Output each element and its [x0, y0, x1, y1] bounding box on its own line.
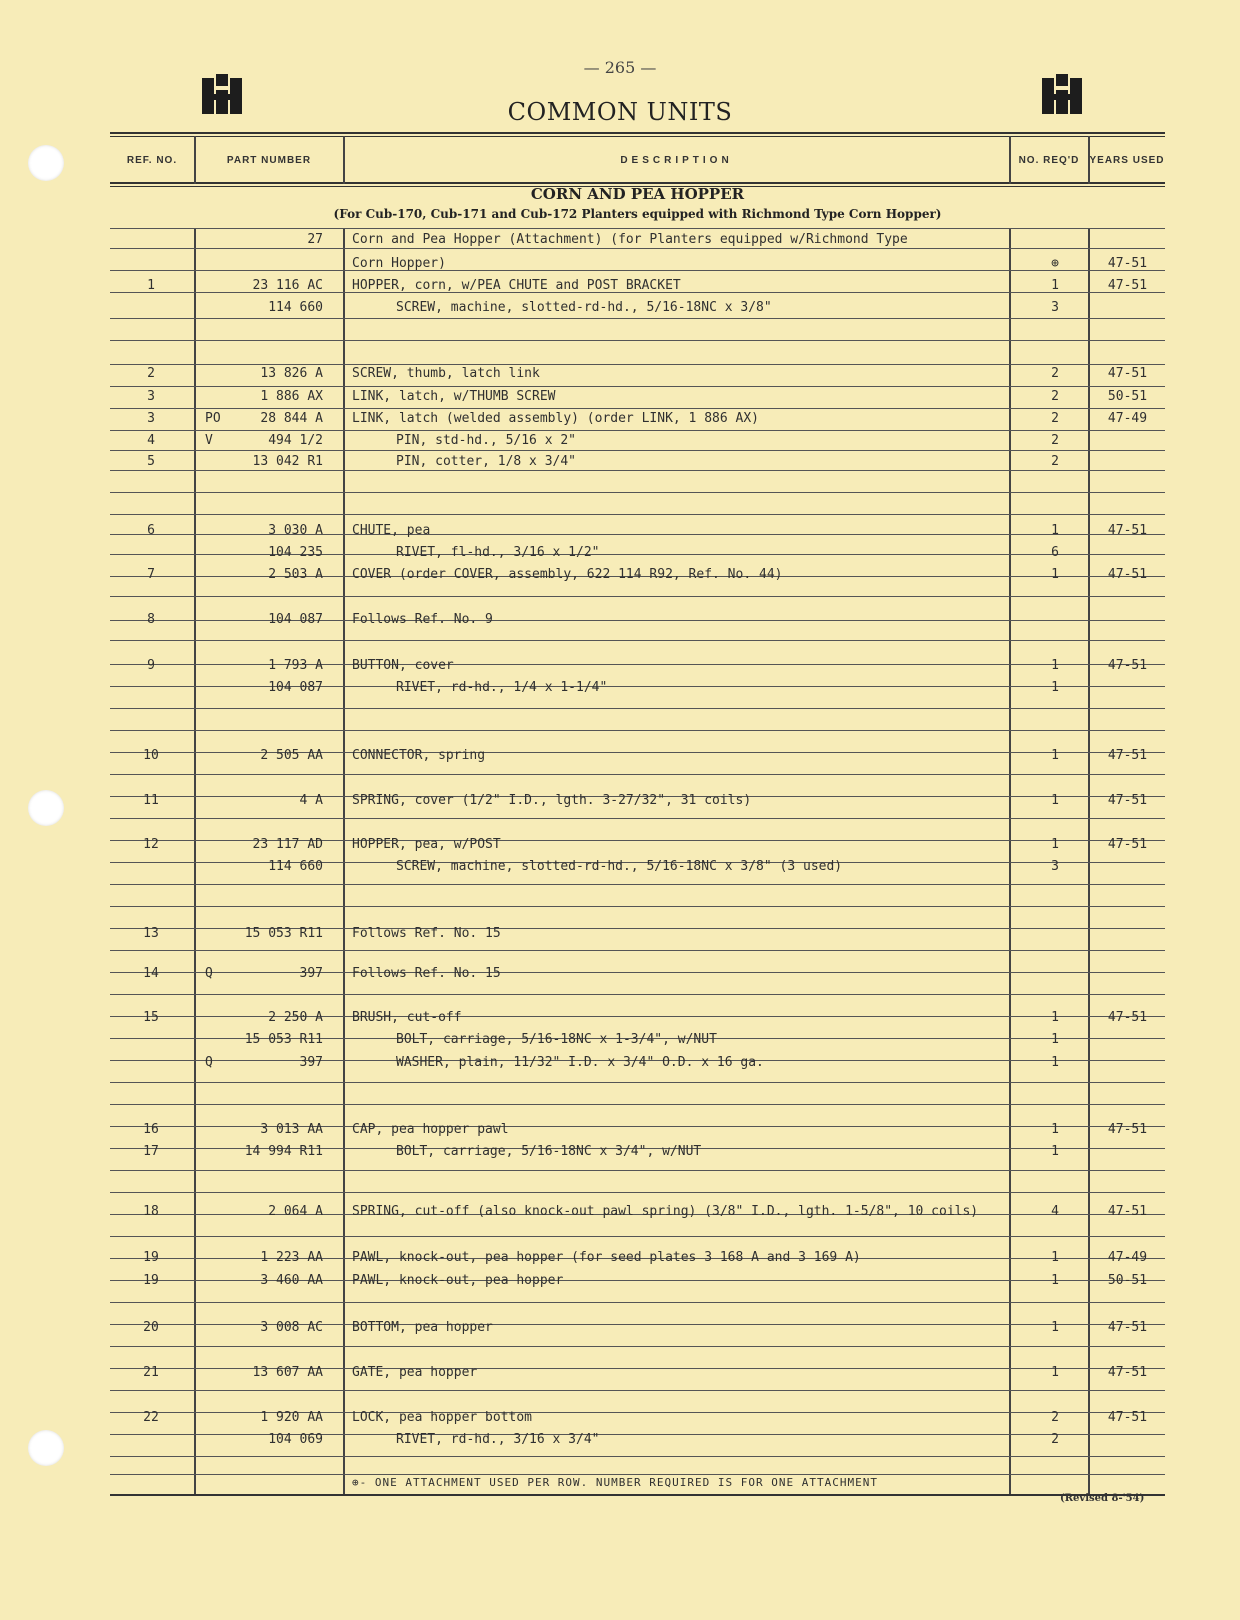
part-number: 2 503 A: [268, 567, 323, 582]
quantity-required: 1: [1051, 278, 1059, 293]
row-rule: [110, 1104, 1165, 1105]
description: Follows Ref. No. 9: [352, 612, 493, 627]
header-bottom-rule: [110, 182, 1165, 184]
description: PIN, std-hd., 5/16 x 2": [396, 433, 577, 448]
row-rule: [110, 470, 1165, 471]
part-number: 104 087: [268, 680, 323, 695]
description: RIVET, rd-hd., 3/16 x 3/4": [396, 1432, 600, 1447]
quantity-required: 2: [1051, 411, 1059, 426]
ref-number: 10: [143, 748, 159, 763]
ref-number: 17: [143, 1144, 159, 1159]
years-used: 47-51: [1107, 1320, 1148, 1335]
page-number: — 265 —: [583, 58, 657, 77]
table-bottom-rule: [110, 1494, 1165, 1496]
quantity-required: 1: [1051, 567, 1059, 582]
part-number: 104 087: [268, 612, 323, 627]
ref-number: 6: [147, 523, 155, 538]
footnote: ⊕- ONE ATTACHMENT USED PER ROW. NUMBER REQUIRED IS FOR ONE ATTACHMENT: [352, 1476, 878, 1489]
part-number: 23 116 AC: [252, 278, 323, 293]
quantity-required: 3: [1051, 859, 1059, 874]
part-number: 2 250 A: [268, 1010, 323, 1025]
row-rule: [110, 884, 1165, 885]
quantity-required: 1: [1051, 1273, 1059, 1288]
ref-number: 13: [143, 926, 159, 941]
description: Follows Ref. No. 15: [352, 966, 501, 981]
ref-number: 7: [147, 567, 155, 582]
quantity-required: 1: [1051, 837, 1059, 852]
part-prefix: V: [205, 433, 213, 448]
years-used: 47-49: [1107, 1250, 1148, 1265]
ref-number: 2: [147, 366, 155, 381]
part-prefix: Q: [205, 1055, 213, 1070]
description: PIN, cotter, 1/8 x 3/4": [396, 454, 577, 469]
part-number: 13 607 AA: [252, 1365, 323, 1380]
description: LINK, latch (welded assembly) (order LINK, 1 886 AX): [352, 411, 759, 426]
quantity-required: 1: [1051, 1250, 1059, 1265]
description: HOPPER, corn, w/PEA CHUTE and POST BRACKET: [352, 278, 681, 293]
row-rule: [110, 364, 1165, 365]
years-used: 47-51: [1107, 523, 1148, 538]
part-number: 13 826 A: [260, 366, 323, 381]
years-used: 47-51: [1107, 1122, 1148, 1137]
part-number: 1 886 AX: [260, 389, 323, 404]
row-rule: [110, 708, 1165, 709]
description: GATE, pea hopper: [352, 1365, 478, 1380]
quantity-required: 1: [1051, 1365, 1059, 1380]
part-prefix: PO: [205, 411, 221, 426]
part-number: 2 064 A: [268, 1204, 323, 1219]
quantity-required: 1: [1051, 1320, 1059, 1335]
quantity-required: 1: [1051, 658, 1059, 673]
row-rule: [110, 340, 1165, 341]
quantity-required: 2: [1051, 366, 1059, 381]
years-used: 50-51: [1107, 389, 1148, 404]
row-rule: [110, 906, 1165, 907]
row-rule: [110, 730, 1165, 731]
row-rule: [110, 596, 1165, 597]
punch-hole: [28, 790, 64, 826]
description: LOCK, pea hopper bottom: [352, 1410, 533, 1425]
ref-number: 8: [147, 612, 155, 627]
quantity-required: 4: [1051, 1204, 1059, 1219]
ref-number: 3: [147, 389, 155, 404]
ref-number: 12: [143, 837, 159, 852]
quantity-required: 1: [1051, 1055, 1059, 1070]
row-rule: [110, 994, 1165, 995]
description: BUTTON, cover: [352, 658, 454, 673]
section-subtitle: (For Cub-170, Cub-171 and Cub-172 Planters equipped with Richmond Type Corn Hopper): [333, 207, 942, 221]
years-used: 47-49: [1107, 411, 1148, 426]
quantity-required: 6: [1051, 545, 1059, 560]
years-used: 47-51: [1107, 1204, 1148, 1219]
years-used: 50-51: [1107, 1273, 1148, 1288]
col-header-years: YEARS USED: [1089, 155, 1165, 166]
col-header-qty: NO. REQ'D: [1018, 155, 1080, 166]
revision-note: (Revised 8-'54): [1060, 1493, 1145, 1504]
description: RIVET, fl-hd., 3/16 x 1/2": [396, 545, 600, 560]
row-rule: [110, 950, 1165, 951]
quantity-required: 1: [1051, 1032, 1059, 1047]
years-used: 47-51: [1107, 748, 1148, 763]
description: PAWL, knock-out, pea hopper (for seed plates 3 168 A and 3 169 A): [352, 1250, 861, 1265]
row-rule: [110, 818, 1165, 819]
part-number: 14 994 R11: [244, 1144, 323, 1159]
ref-number: 15: [143, 1010, 159, 1025]
ref-number: 14: [143, 966, 159, 981]
page-title: COMMON UNITS: [507, 98, 733, 126]
part-number: 397: [299, 966, 323, 981]
quantity-required: 3: [1051, 300, 1059, 315]
quantity-required: 1: [1051, 1144, 1059, 1159]
quantity-required: 1: [1051, 680, 1059, 695]
row-rule: [110, 318, 1165, 319]
row-rule: [110, 1346, 1165, 1347]
part-number: 4 A: [299, 793, 323, 808]
description: CONNECTOR, spring: [352, 748, 486, 763]
punch-hole: [28, 1430, 64, 1466]
column-divider: [343, 228, 345, 1494]
header-top-rule: [110, 132, 1165, 134]
description: BOTTOM, pea hopper: [352, 1320, 493, 1335]
part-number: 104 069: [268, 1432, 323, 1447]
description: COVER (order COVER, assembly, 622 114 R92, Ref. No. 44): [352, 567, 783, 582]
description: SCREW, machine, slotted-rd-hd., 5/16-18NC x 3/8": [396, 300, 772, 315]
description: Corn Hopper): [352, 256, 446, 271]
row-rule: [110, 408, 1165, 409]
description: HOPPER, pea, w/POST: [352, 837, 501, 852]
part-number: 1 793 A: [268, 658, 323, 673]
years-used: 47-51: [1107, 278, 1148, 293]
part-number: 104 235: [268, 545, 323, 560]
description: SPRING, cut-off (also knock-out pawl spring) (3/8" I.D., lgth. 1-5/8", 10 coils): [352, 1204, 979, 1219]
years-used: 47-51: [1107, 1010, 1148, 1025]
header-top-rule-thin: [110, 136, 1165, 137]
years-used: 47-51: [1107, 567, 1148, 582]
row-rule: [110, 1456, 1165, 1457]
quantity-required: 2: [1051, 454, 1059, 469]
description: LINK, latch, w/THUMB SCREW: [352, 389, 556, 404]
ref-number: 20: [143, 1320, 159, 1335]
row-rule: [110, 1390, 1165, 1391]
quantity-required: 2: [1051, 433, 1059, 448]
col-header-ref: REF. NO.: [126, 155, 178, 166]
part-number: 3 008 AC: [260, 1320, 323, 1335]
ref-number: 22: [143, 1410, 159, 1425]
row-rule: [110, 450, 1165, 451]
description: Corn and Pea Hopper (Attachment) (for Planters equipped w/Richmond Type: [352, 232, 908, 247]
row-rule: [110, 774, 1165, 775]
part-prefix: Q: [205, 966, 213, 981]
quantity-required: 1: [1051, 748, 1059, 763]
row-rule: [110, 1302, 1165, 1303]
row-rule: [110, 1170, 1165, 1171]
part-number: 2 505 AA: [260, 748, 323, 763]
row-rule: [110, 514, 1165, 515]
description: SCREW, machine, slotted-rd-hd., 5/16-18NC x 3/8" (3 used): [396, 859, 843, 874]
row-rule: [110, 228, 1165, 229]
ref-number: 3: [147, 411, 155, 426]
description: CHUTE, pea: [352, 523, 431, 538]
part-number: 1 920 AA: [260, 1410, 323, 1425]
section-title: CORN AND PEA HOPPER: [530, 185, 745, 203]
description: BRUSH, cut-off: [352, 1010, 462, 1025]
years-used: 47-51: [1107, 1410, 1148, 1425]
years-used: 47-51: [1107, 256, 1148, 271]
part-number: 13 042 R1: [252, 454, 323, 469]
part-number: 1 223 AA: [260, 1250, 323, 1265]
row-rule: [110, 430, 1165, 431]
quantity-required: 1: [1051, 523, 1059, 538]
description: Follows Ref. No. 15: [352, 926, 501, 941]
part-number: 3 030 A: [268, 523, 323, 538]
part-number: 494 1/2: [268, 433, 323, 448]
years-used: 47-51: [1107, 658, 1148, 673]
ref-number: 1: [147, 278, 155, 293]
description: RIVET, rd-hd., 1/4 x 1-1/4": [396, 680, 608, 695]
description: WASHER, plain, 11/32" I.D. x 3/4" O.D. x 16 ga.: [396, 1055, 764, 1070]
row-rule: [110, 640, 1165, 641]
row-rule: [110, 248, 1165, 249]
description: BOLT, carriage, 5/16-18NC x 1-3/4", w/NUT: [396, 1032, 717, 1047]
ref-number: 16: [143, 1122, 159, 1137]
ref-number: 21: [143, 1365, 159, 1380]
part-number: 15 053 R11: [244, 1032, 323, 1047]
ref-number: 4: [147, 433, 155, 448]
years-used: 47-51: [1107, 366, 1148, 381]
quantity-required: ⊕: [1051, 256, 1059, 271]
quantity-required: 1: [1051, 793, 1059, 808]
description: SPRING, cover (1/2" I.D., lgth. 3-27/32", 31 coils): [352, 793, 752, 808]
quantity-required: 2: [1051, 1432, 1059, 1447]
part-number: 23 117 AD: [252, 837, 323, 852]
row-rule: [110, 1236, 1165, 1237]
ref-number: 11: [143, 793, 159, 808]
col-header-description: DESCRIPTION: [620, 155, 733, 166]
ref-number: 9: [147, 658, 155, 673]
quantity-required: 2: [1051, 389, 1059, 404]
description: PAWL, knock-out, pea hopper: [352, 1273, 564, 1288]
part-number: 397: [299, 1055, 323, 1070]
description: SCREW, thumb, latch link: [352, 366, 540, 381]
row-rule: [110, 492, 1165, 493]
ref-number: 19: [143, 1250, 159, 1265]
part-number: 15 053 R11: [244, 926, 323, 941]
quantity-required: 1: [1051, 1122, 1059, 1137]
years-used: 47-51: [1107, 1365, 1148, 1380]
years-used: 47-51: [1107, 793, 1148, 808]
row-rule: [110, 270, 1165, 271]
quantity-required: 2: [1051, 1410, 1059, 1425]
part-number: 3 460 AA: [260, 1273, 323, 1288]
years-used: 47-51: [1107, 837, 1148, 852]
punch-hole: [28, 145, 64, 181]
row-rule: [110, 1192, 1165, 1193]
row-rule: [110, 1474, 1165, 1475]
ref-number: 5: [147, 454, 155, 469]
col-header-part-number: PART NUMBER: [226, 155, 312, 166]
part-number: 114 660: [268, 300, 323, 315]
part-number: 3 013 AA: [260, 1122, 323, 1137]
part-number: 27: [307, 232, 323, 247]
quantity-required: 1: [1051, 1010, 1059, 1025]
ref-number: 18: [143, 1204, 159, 1219]
ref-number: 19: [143, 1273, 159, 1288]
part-number: 114 660: [268, 859, 323, 874]
description: CAP, pea hopper pawl: [352, 1122, 509, 1137]
part-number: 28 844 A: [260, 411, 323, 426]
row-rule: [110, 1082, 1165, 1083]
row-rule: [110, 386, 1165, 387]
description: BOLT, carriage, 5/16-18NC x 3/4", w/NUT: [396, 1144, 702, 1159]
